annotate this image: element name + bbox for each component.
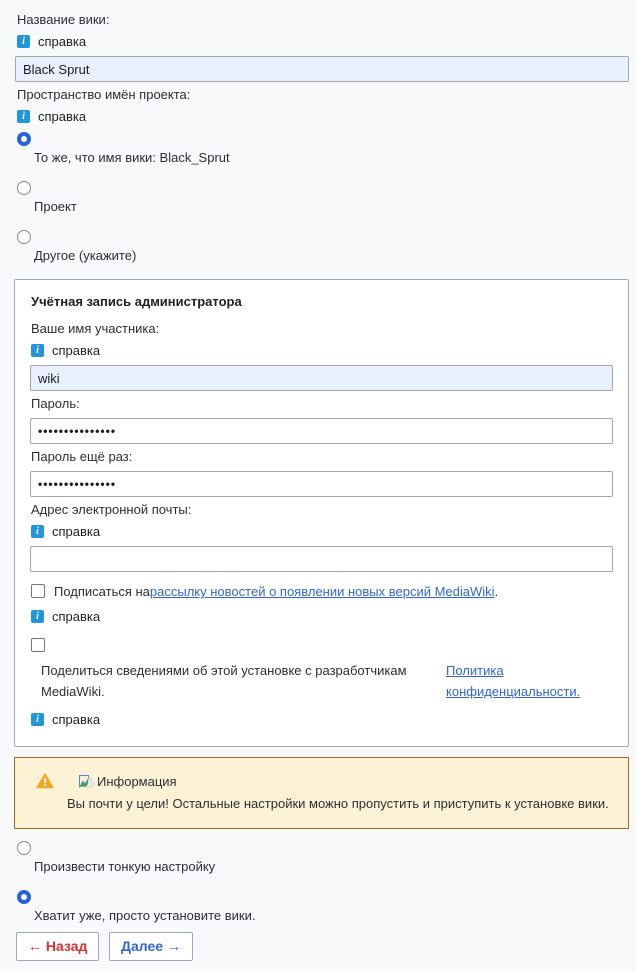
password-repeat-input[interactable] xyxy=(30,471,613,497)
username-label: Ваше имя участника: xyxy=(31,321,160,336)
wiki-name-input[interactable] xyxy=(15,56,629,82)
notice-text: Вы почти у цели! Остальные настройки можно пропустить и приступить к установке вики. xyxy=(67,796,609,811)
final-radio-label: Хватит уже, просто установите вики. xyxy=(34,908,256,923)
share-columns xyxy=(41,660,613,702)
subscribe-row xyxy=(31,584,613,600)
share-block xyxy=(31,638,613,702)
namespace-radio-label: Проект xyxy=(34,199,77,214)
namespace-radio-label: Другое (укажите) xyxy=(34,248,137,263)
notice-title-row xyxy=(67,771,609,792)
admin-account-fieldset xyxy=(14,279,629,747)
help-label: справка xyxy=(52,343,101,358)
wiki-name-label: Название вики: xyxy=(17,12,110,27)
username-help[interactable] xyxy=(31,343,613,358)
help-label: справка xyxy=(52,609,101,624)
broken-image-icon xyxy=(79,775,95,788)
info-warning-box xyxy=(14,757,629,829)
help-label: справка xyxy=(52,524,101,539)
admin-account-title: Учётная запись администратора xyxy=(31,294,242,309)
subscribe-help[interactable] xyxy=(31,609,613,624)
project-namespace-help[interactable] xyxy=(17,109,629,124)
help-label: справка xyxy=(52,712,101,727)
info-icon: i xyxy=(17,110,30,123)
email-label: Адрес электронной почты: xyxy=(31,502,192,517)
email-input[interactable] xyxy=(30,546,613,572)
project-namespace-label: Пространство имён проекта: xyxy=(17,87,191,102)
info-icon: i xyxy=(31,344,44,357)
info-icon: i xyxy=(31,713,44,726)
privacy-policy xyxy=(446,660,606,702)
namespace-radio-same-as-wiki[interactable] xyxy=(17,132,31,146)
next-button[interactable]: Далее → xyxy=(109,932,193,961)
info-icon: i xyxy=(17,35,30,48)
namespace-radio-other[interactable] xyxy=(17,230,31,244)
subscribe-label-suffix: . xyxy=(494,584,499,599)
notice-content xyxy=(67,771,609,814)
password-label: Пароль: xyxy=(31,396,80,411)
help-label: справка xyxy=(38,109,87,124)
mailing-list-link[interactable]: рассылку новостей о появлении новых версий MediaWiki xyxy=(149,584,495,599)
help-label: справка xyxy=(38,34,87,49)
final-radio-fine-tune[interactable] xyxy=(17,841,31,855)
notice-image-alt: Информация xyxy=(97,774,177,789)
namespace-radio-label: То же, что имя вики: Black_Sprut xyxy=(34,150,230,165)
share-checkbox[interactable] xyxy=(31,638,45,652)
share-help[interactable] xyxy=(31,712,613,727)
email-help[interactable] xyxy=(31,524,613,539)
password-repeat-label: Пароль ещё раз: xyxy=(31,449,133,464)
back-button[interactable]: ← Назад xyxy=(16,932,99,961)
password-input[interactable] xyxy=(30,418,613,444)
subscribe-checkbox[interactable] xyxy=(31,584,45,598)
info-icon: i xyxy=(31,525,44,538)
namespace-radio-project[interactable] xyxy=(17,181,31,195)
info-icon: i xyxy=(31,610,44,623)
privacy-policy-link[interactable]: Политика конфиденциальности. xyxy=(446,663,581,699)
subscribe-label xyxy=(54,584,498,600)
final-radio-label: Произвести тонкую настройку xyxy=(34,859,216,874)
final-radio-just-install[interactable] xyxy=(17,890,31,904)
username-input[interactable] xyxy=(30,365,613,391)
subscribe-label-prefix: Подписаться на xyxy=(54,584,150,599)
warning-triangle-icon xyxy=(36,773,54,789)
share-label: Поделиться сведениями об этой установке с разработчикам MediaWiki. xyxy=(41,663,407,699)
button-row xyxy=(16,932,629,961)
wiki-name-help[interactable] xyxy=(17,34,629,49)
